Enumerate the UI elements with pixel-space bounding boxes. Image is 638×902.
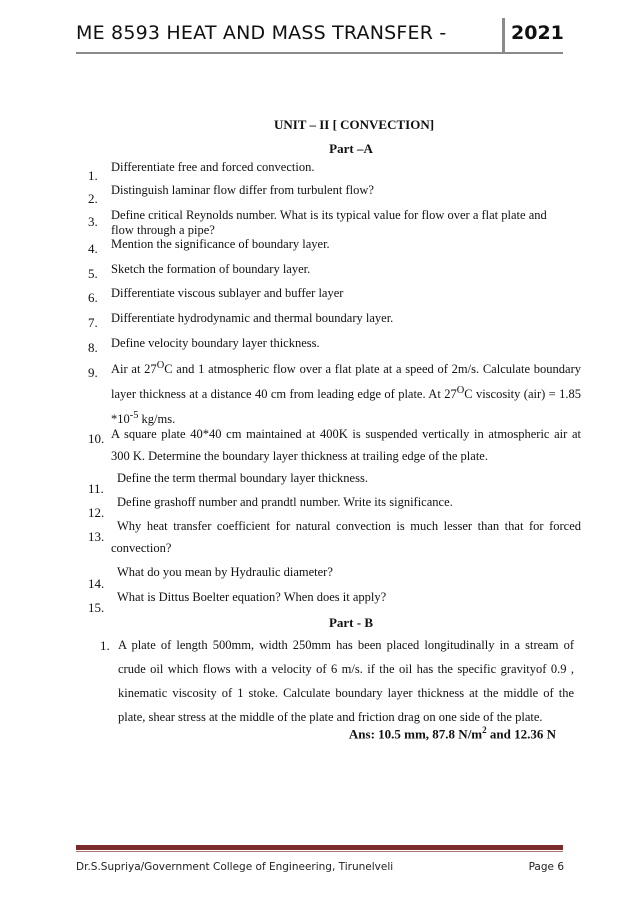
question-text: Define critical Reynolds number. What is its typical value for flow over a flat plate and flow through a pipe? — [111, 208, 547, 237]
question-number: 8. — [88, 340, 98, 355]
question-text: Differentiate viscous sublayer and buffer layer — [111, 286, 344, 300]
question-text: A plate of length 500mm, width 250mm has been placed longitudinally in a stream of crude oil which flows with a velocity of 6 m/s. if the oil has the specific gravityof 0.9 , kinematic viscosity of 1 stoke. Calculate boundary layer thickness at the middle of the plate, shear stress at the middle of the plate and friction drag on one side of the plate. — [118, 638, 574, 724]
question-number: 1. — [88, 168, 98, 183]
question-number: 13. — [88, 529, 105, 544]
text-segment: Air at 27 — [111, 362, 157, 377]
superscript: O — [156, 360, 165, 371]
question-text: What do you mean by Hydraulic diameter? — [117, 565, 333, 579]
part-b-title: Part - B — [328, 615, 374, 630]
question-number: 10. — [88, 431, 105, 446]
answer-text: Ans: 10.5 mm, 87.8 N/m — [348, 726, 483, 742]
header-rule — [76, 52, 563, 54]
question-text: What is Dittus Boelter equation? When does it apply? — [117, 590, 387, 604]
question-number: 12. — [88, 505, 105, 520]
question-number: 14. — [88, 576, 105, 591]
header-divider — [502, 18, 505, 52]
header-year: 2021 — [511, 22, 564, 44]
part-a-title: Part –A — [329, 141, 373, 156]
question-number: 2. — [88, 191, 98, 206]
question-number: 3. — [88, 214, 98, 229]
footer-author: Dr.S.Supriya/Government College of Engineering, Tirunelveli — [76, 861, 394, 873]
footer-page-number: Page 6 — [528, 861, 564, 873]
unit-title: UNIT – II [ CONVECTION] — [273, 117, 435, 132]
question-number: 15. — [88, 600, 105, 615]
question-text: Mention the significance of boundary layer. — [111, 237, 330, 251]
superscript: 2 — [482, 725, 487, 735]
question-text: Differentiate free and forced convection. — [111, 160, 315, 174]
question-text: Define velocity boundary layer thickness. — [111, 336, 320, 350]
question-number: 7. — [88, 315, 98, 330]
text-segment: C and 1 atmospheric flow over a flat plate at a speed of 2m/s. Calculate boundary layer thickness at a distance 40 cm from leading edge of plate. At 27 — [111, 362, 582, 402]
question-text: Sketch the formation of boundary layer. — [111, 262, 311, 276]
question-text: Distinguish laminar flow differ from turbulent flow? — [111, 183, 374, 197]
footer-rule-thin — [76, 851, 563, 852]
header-title: ME 8593 HEAT AND MASS TRANSFER - — [76, 22, 447, 44]
question-number: 11. — [88, 481, 104, 496]
footer-rule — [76, 845, 563, 850]
superscript: O — [456, 385, 465, 397]
superscript: -5 — [129, 410, 139, 422]
text-segment: C viscosity (air) = 1.85 *10 — [111, 387, 581, 427]
question-text — [111, 355, 581, 430]
question-number: 9. — [88, 365, 98, 380]
question-number: 4. — [88, 241, 98, 256]
question-number: 5. — [88, 266, 98, 281]
question-number: 1. — [100, 638, 110, 653]
question-text: Define the term thermal boundary layer thickness. — [117, 471, 368, 485]
answer-text: and 12.36 N — [486, 726, 556, 742]
question-text: A square plate 40*40 cm maintained at 400K is suspended vertically in atmospheric air at 300 K. Determine the boundary layer thickness at trailing edge of the plate. — [111, 427, 581, 463]
question-text: Differentiate hydrodynamic and thermal boundary layer. — [111, 311, 394, 325]
question-text: Define grashoff number and prandtl number. Write its significance. — [117, 495, 453, 509]
text-segment: kg/ms. — [138, 412, 176, 427]
question-text: Why heat transfer coefficient for natural convection is much lesser than that for forced convection? — [111, 519, 581, 555]
question-number: 6. — [88, 290, 98, 305]
answer-line — [349, 725, 556, 742]
